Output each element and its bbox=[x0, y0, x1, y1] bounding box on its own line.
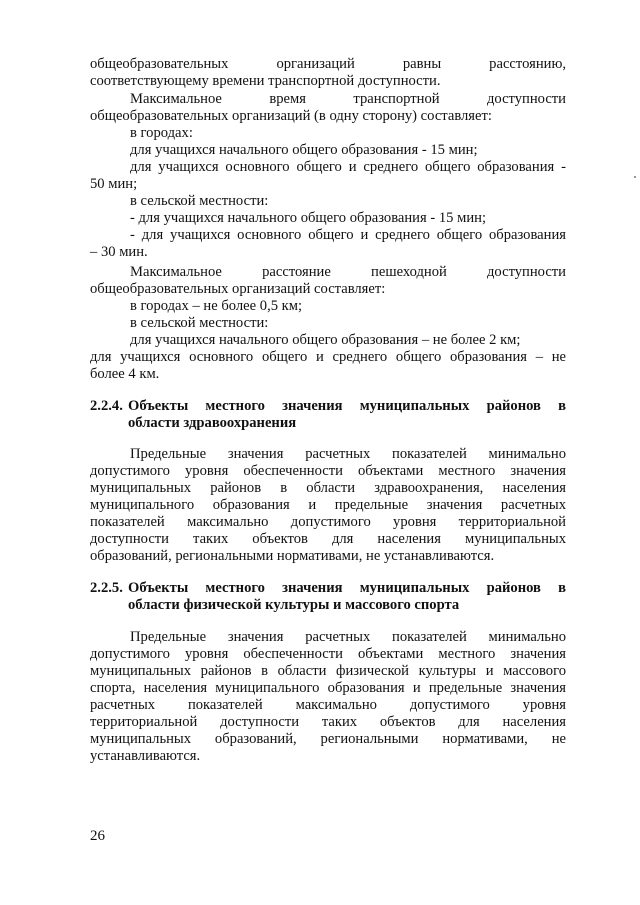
section-number: 2.2.5. bbox=[90, 580, 123, 596]
text-line: общеобразовательных организаций составляет: bbox=[90, 281, 386, 297]
text-line: муниципальных образований, региональными нормативами, не bbox=[90, 731, 566, 747]
text-line: Максимальное расстояние пешеходной доступности bbox=[130, 264, 566, 280]
scan-dot bbox=[634, 176, 636, 178]
section-title: области физической культуры и массового спорта bbox=[128, 597, 460, 613]
page-number: 26 bbox=[90, 828, 105, 844]
text-line: в городах – не более 0,5 км; bbox=[130, 298, 303, 314]
text-line: общеобразовательных организаций (в одну сторону) составляет: bbox=[90, 108, 492, 124]
text-line: более 4 км. bbox=[90, 366, 160, 382]
text-line: для учащихся основного общего и среднего общего образования – не bbox=[90, 349, 566, 365]
text-line: территориальной доступности таких объектов для населения bbox=[90, 714, 566, 730]
text-line: доступности таких объектов для населения муниципальных bbox=[90, 531, 566, 547]
text-line: устанавливаются. bbox=[90, 748, 201, 764]
text-line: спорта, населения муниципального образования и предельные значения bbox=[90, 680, 566, 696]
text-line: муниципальных районов в области физической культуры и массового bbox=[90, 663, 566, 679]
text-line: показателей максимально допустимого уровня территориальной bbox=[90, 514, 566, 530]
text-line: Максимальное время транспортной доступности bbox=[130, 91, 566, 107]
text-line: для учащихся начального общего образования - 15 мин; bbox=[130, 142, 478, 158]
text-line: - для учащихся основного общего и среднего общего образования bbox=[130, 227, 566, 243]
text-line: для учащихся основного общего и среднего общего образования - bbox=[130, 159, 566, 175]
text-line: общеобразовательных организаций равны расстоянию, bbox=[90, 56, 566, 72]
text-line: муниципальных районов в области здравоохранения, населения bbox=[90, 480, 566, 496]
text-line: образований, региональными нормативами, не устанавливаются. bbox=[90, 548, 495, 564]
text-line: расчетных показателей максимально допустимого уровня bbox=[90, 697, 566, 713]
text-line: в городах: bbox=[130, 125, 193, 141]
section-title: области здравоохранения bbox=[128, 415, 297, 431]
text-line: для учащихся начального общего образования – не более 2 км; bbox=[130, 332, 521, 348]
section-number: 2.2.4. bbox=[90, 398, 123, 414]
text-line: муниципального образования и предельные значения расчетных bbox=[90, 497, 566, 513]
text-line: Предельные значения расчетных показателей минимально bbox=[130, 446, 566, 462]
text-line: 50 мин; bbox=[90, 176, 138, 192]
text-line: – 30 мин. bbox=[90, 244, 148, 260]
text-line: допустимого уровня обеспеченности объектами местного значения bbox=[90, 463, 566, 479]
text-line: Предельные значения расчетных показателей минимально bbox=[130, 629, 566, 645]
text-line: - для учащихся начального общего образования - 15 мин; bbox=[130, 210, 487, 226]
section-title: Объекты местного значения муниципальных районов в bbox=[128, 580, 566, 596]
text-line: допустимого уровня обеспеченности объектами местного значения bbox=[90, 646, 566, 662]
text-line: в сельской местности: bbox=[130, 315, 269, 331]
text-line: в сельской местности: bbox=[130, 193, 269, 209]
section-title: Объекты местного значения муниципальных районов в bbox=[128, 398, 566, 414]
text-line: соответствующему времени транспортной доступности. bbox=[90, 73, 441, 89]
